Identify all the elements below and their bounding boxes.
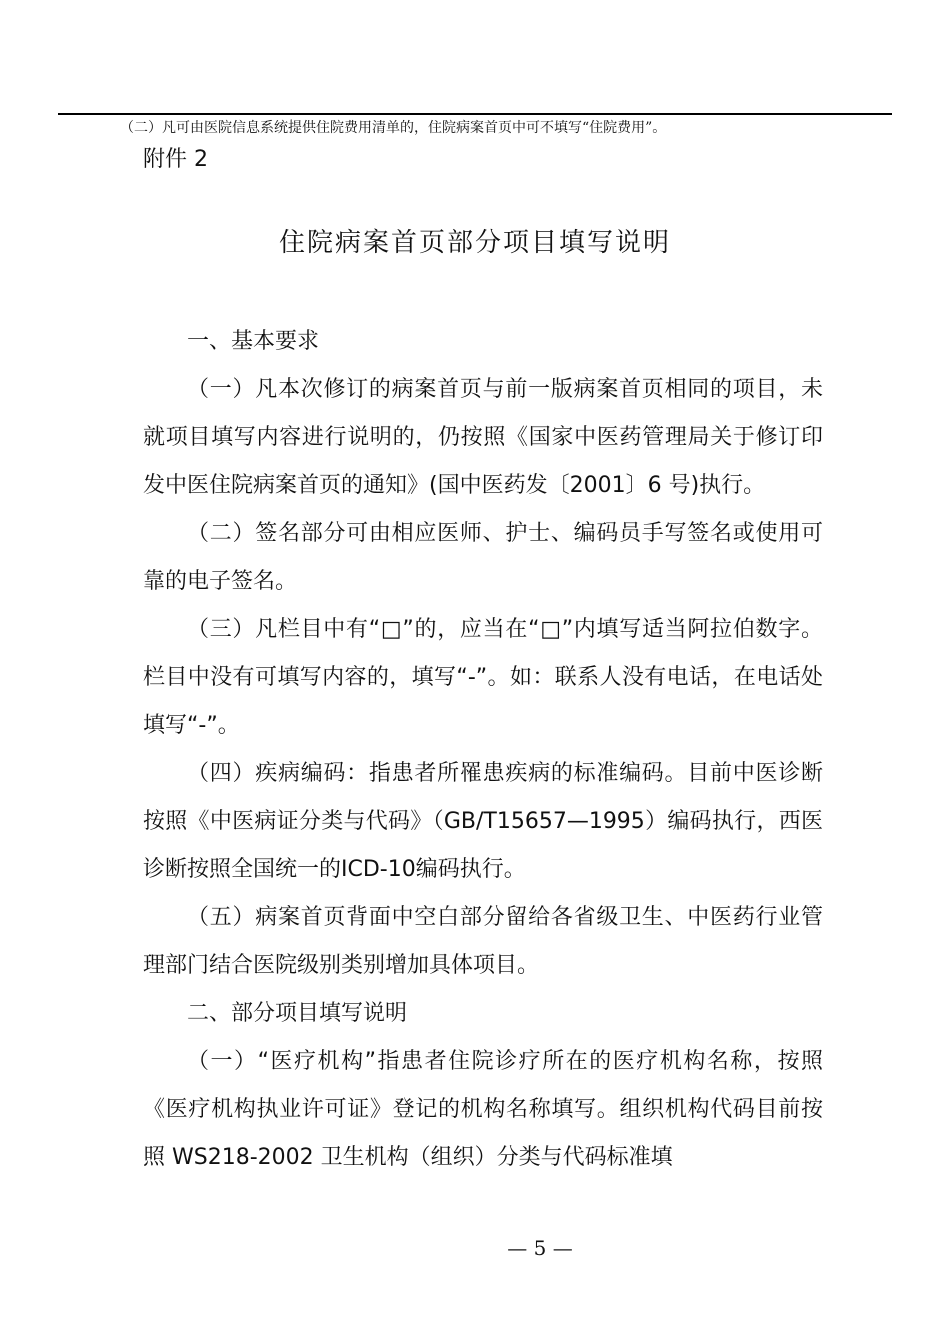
paragraph: （一）“医疗机构”指患者住院诊疗所在的医疗机构名称，按照《医疗机构执业许可证》登记的机构名称填写。组织机构代码目前按照 WS218-2002 卫生机构（组织）分类与代码标准填	[143, 1049, 823, 1170]
document-title: 住院病案首页部分项目填写说明	[278, 228, 671, 258]
paragraph: （二）签名部分可由相应医师、护士、编码员手写签名或使用可靠的电子签名。	[143, 521, 823, 594]
paragraph: （三）凡栏目中有“□”的，应当在“□”内填写适当阿拉伯数字。栏目中没有可填写内容的，填写“-”。如：联系人没有电话，在电话处填写“-”。	[143, 617, 823, 738]
section-heading: 一、基本要求	[187, 329, 320, 354]
paragraph: （四）疾病编码：指患者所罹患疾病的标准编码。目前中医诊断按照《中医病证分类与代码》（GB/T15657—1995）编码执行，西医诊断按照全国统一的ICD-10编码执行。	[143, 761, 823, 882]
document-body	[143, 318, 823, 1182]
attachment-label: 附件 2	[143, 147, 208, 172]
paragraph: （一）凡本次修订的病案首页与前一版病案首页相同的项目，未就项目填写内容进行说明的，仍按照《国家中医药管理局关于修订印发中医住院病案首页的通知》(国中医药发〔2001〕6 号)执行。	[143, 377, 823, 498]
header-rule	[58, 113, 892, 115]
page-number: — 5 —	[507, 1236, 573, 1260]
section-heading: 二、部分项目填写说明	[187, 1001, 408, 1026]
footnote-text: （二）凡可由医院信息系统提供住院费用清单的，住院病案首页中可不填写“住院费用”。	[120, 120, 667, 136]
paragraph: （五）病案首页背面中空白部分留给各省级卫生、中医药行业管理部门结合医院级别类别增加具体项目。	[143, 905, 823, 978]
